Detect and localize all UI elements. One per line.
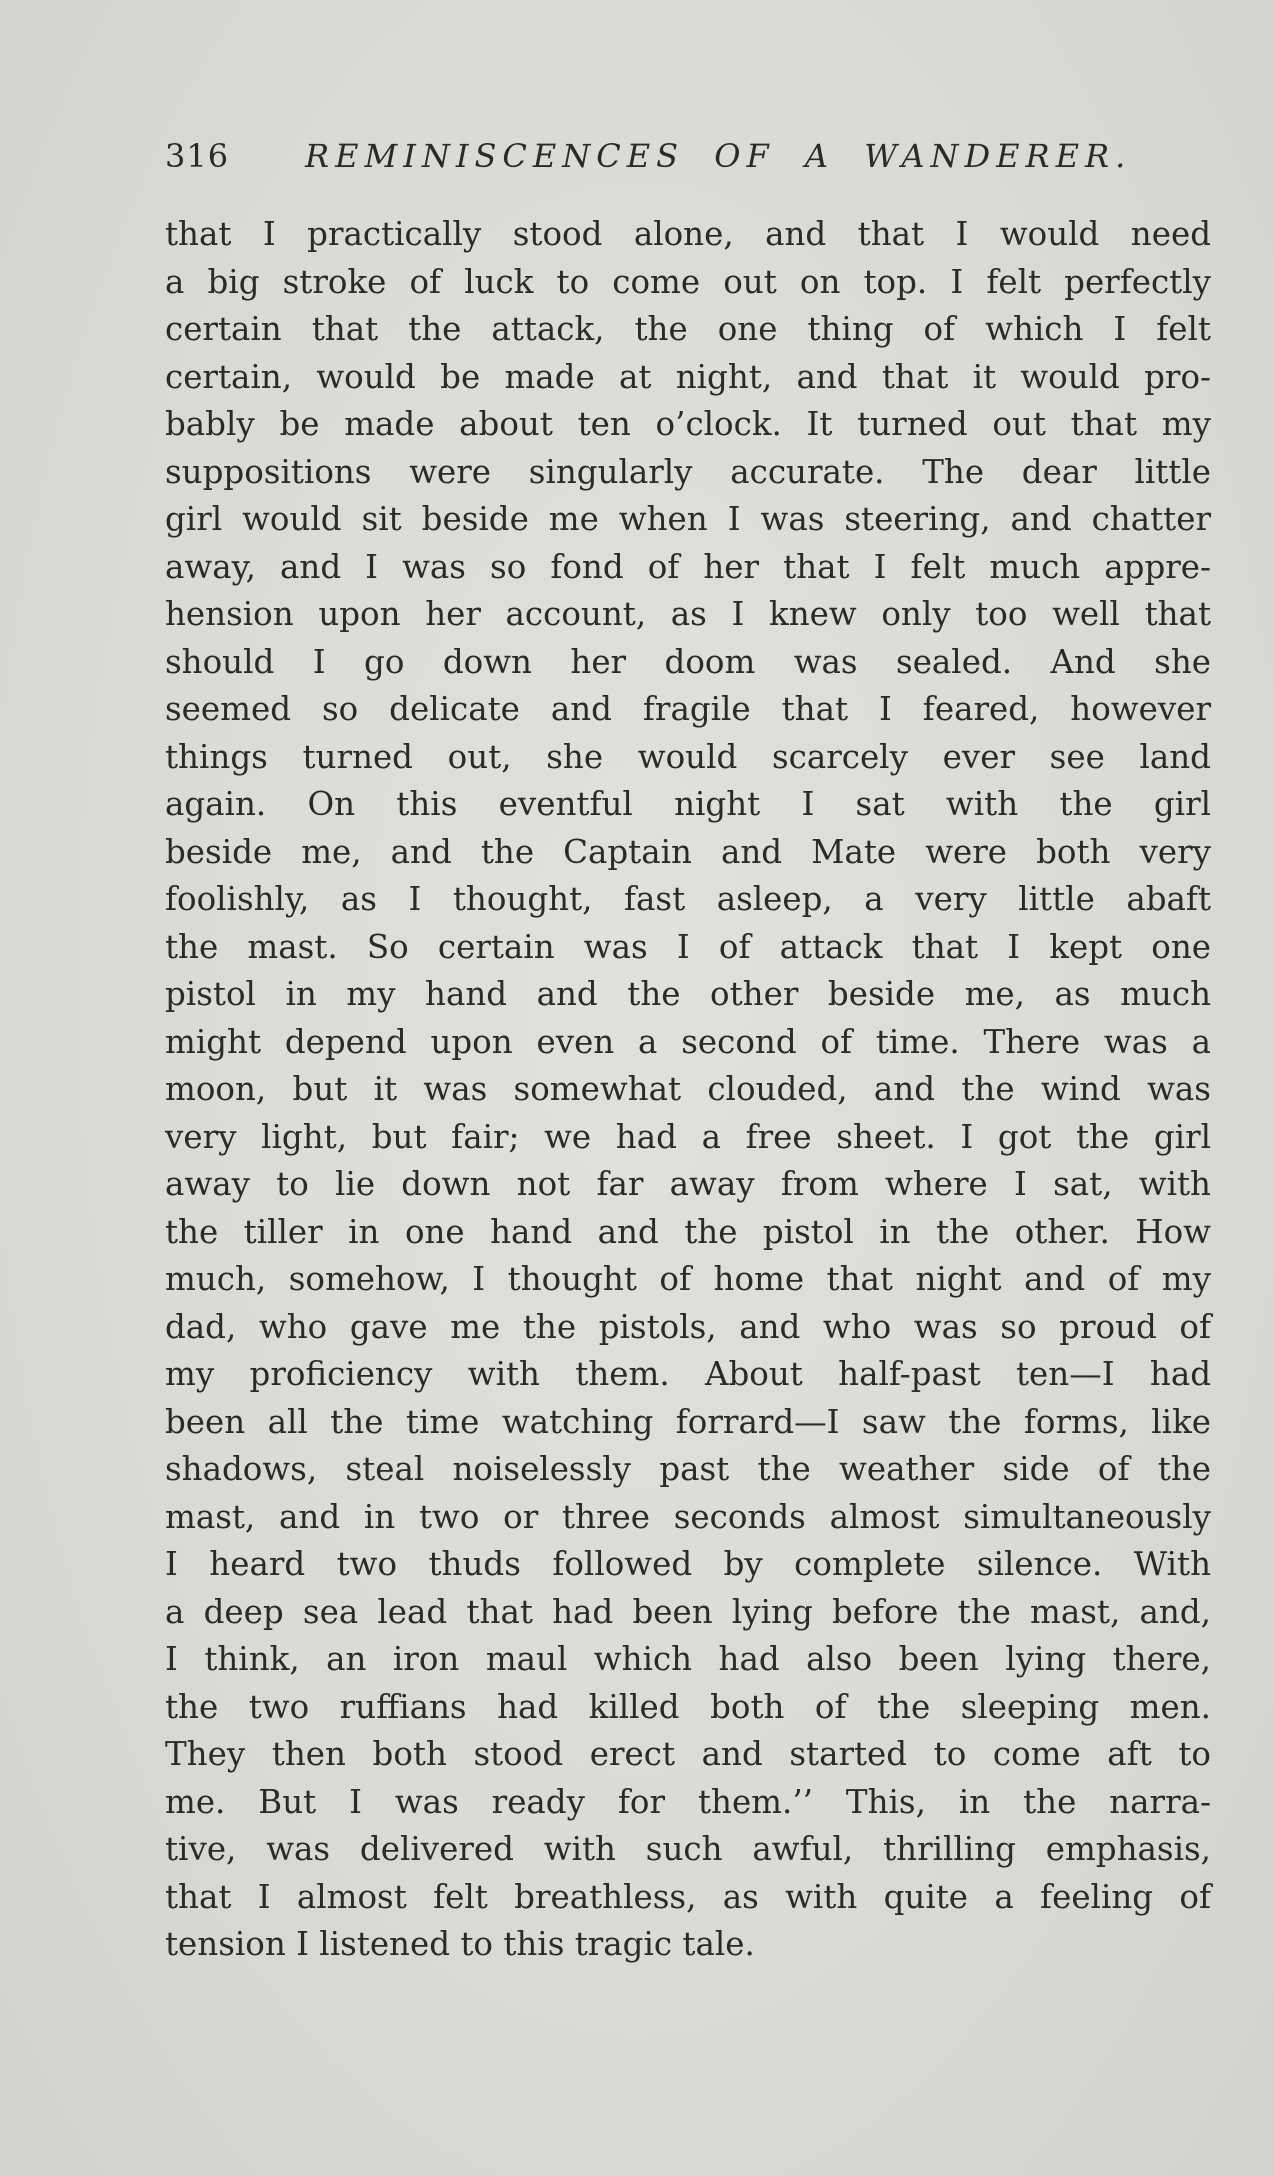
text-line: should I go down her doom was sealed. And she: [165, 642, 1211, 681]
text-line: beside me, and the Captain and Mate were both very: [165, 832, 1211, 871]
text-line: certain, would be made at night, and that it would pro-: [165, 357, 1211, 396]
text-line: a big stroke of luck to come out on top. I felt perfectly: [165, 262, 1211, 301]
text-line: might depend upon even a second of time. There was a: [165, 1022, 1211, 1061]
text-line-last: tension I listened to this tragic tale.: [165, 1925, 755, 1963]
text-line: shadows, steal noiselessly past the weather side of the: [165, 1450, 1211, 1488]
text-line: tive, was delivered with such awful, thrilling emphasis,: [165, 1830, 1211, 1868]
text-line: bably be made about ten o’clock. It turned out that my: [165, 405, 1211, 443]
text-line: moon, but it was somewhat clouded, and the wind was: [165, 1070, 1211, 1108]
text-line: the mast. So certain was I of attack that I kept one: [165, 927, 1211, 966]
running-title: REMINISCENCES OF A WANDERER.: [305, 137, 1132, 175]
text-line: certain that the attack, the one thing of which I felt: [165, 310, 1211, 348]
text-line: dad, who gave me the pistols, and who was so proud of: [165, 1307, 1211, 1346]
text-line: girl would sit beside me when I was steering, and chatter: [165, 500, 1211, 538]
text-line: mast, and in two or three seconds almost simultaneously: [165, 1497, 1211, 1536]
text-line: very light, but fair; we had a free sheet. I got the girl: [165, 1117, 1211, 1156]
text-line: been all the time watching forrard—I saw the forms, like: [165, 1402, 1211, 1441]
text-line: again. On this eventful night I sat with the girl: [165, 785, 1211, 823]
text-line: seemed so delicate and fragile that I feared, however: [165, 690, 1211, 728]
text-line: things turned out, she would scarcely ever see land: [165, 737, 1211, 776]
text-line: the two ruffians had killed both of the sleeping men.: [165, 1687, 1211, 1726]
text-line: me. But I was ready for them.’’ This, in the narra-: [165, 1782, 1211, 1821]
text-line: much, somehow, I thought of home that night and of my: [165, 1260, 1211, 1298]
text-line: suppositions were singularly accurate. The dear little: [165, 452, 1211, 491]
text-line: They then both stood erect and started to come aft to: [165, 1735, 1211, 1773]
text-line: I think, an iron maul which had also been lying there,: [165, 1640, 1211, 1678]
running-head: [165, 134, 1140, 178]
text-line: foolishly, as I thought, fast asleep, a very little abaft: [165, 880, 1211, 918]
text-line: pistol in my hand and the other beside me, as much: [165, 975, 1211, 1013]
body-text: [165, 211, 1211, 1969]
text-line: the tiller in one hand and the pistol in the other. How: [165, 1212, 1211, 1251]
text-line: away to lie down not far away from where I sat, with: [165, 1165, 1211, 1203]
text-line: my proficiency with them. About half-past ten—I had: [165, 1355, 1211, 1393]
text-line: hension upon her account, as I knew only too well that: [165, 595, 1211, 633]
text-line: I heard two thuds followed by complete silence. With: [165, 1545, 1211, 1583]
text-line: that I almost felt breathless, as with quite a feeling of: [165, 1877, 1211, 1916]
text-line: that I practically stood alone, and that I would need: [165, 215, 1211, 253]
text-line: away, and I was so fond of her that I felt much appre-: [165, 547, 1211, 586]
text-line: a deep sea lead that had been lying before the mast, and,: [165, 1592, 1211, 1631]
page-number: 316: [165, 137, 230, 175]
